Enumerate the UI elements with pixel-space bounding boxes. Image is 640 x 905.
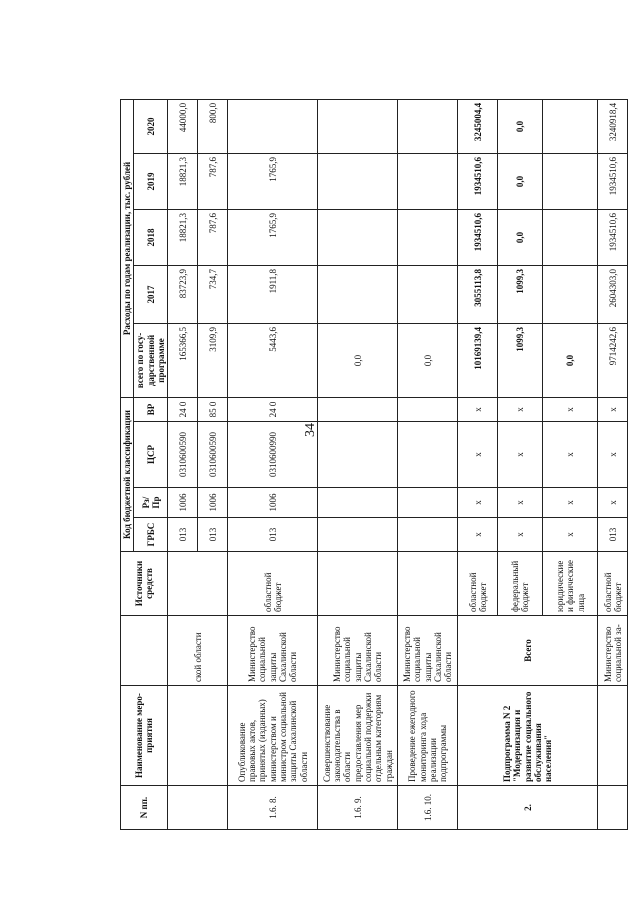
- cell-grbs: [398, 518, 458, 552]
- cell-exec: Министерство социальной защиты Сахалинской области: [398, 616, 458, 686]
- cell-src: [318, 552, 398, 616]
- cell-2019: [318, 153, 398, 209]
- cell-grbs: [318, 518, 398, 552]
- header-expenses: Расходы по годам реализации, тыс. рублей: [121, 99, 134, 397]
- cell-total: 1099,3: [498, 323, 543, 397]
- cell-total: 0,0: [318, 323, 398, 397]
- cell-2017: 2604303,0: [598, 265, 628, 323]
- table-row: [318, 99, 398, 829]
- header-2020: 2020: [134, 99, 168, 153]
- cell-2020: [318, 99, 398, 153]
- cell-2017: [398, 265, 458, 323]
- table-row: [228, 99, 318, 829]
- cell-2018: [543, 209, 598, 265]
- cell-2018: 1934510,6: [458, 209, 498, 265]
- cell-src: областной бюджет: [458, 552, 498, 616]
- header-name: Наименование меро-приятия: [121, 686, 168, 786]
- cell-total: 0,0: [398, 323, 458, 397]
- cell-2020: [543, 99, 598, 153]
- cell-exec: Министерство социальной за-: [598, 616, 628, 686]
- cell-name: Совершенствование законодательства в области предоставления мер социальной поддержки отдельным категориям граждан: [318, 686, 398, 786]
- cell-2018: 1765,9: [228, 209, 318, 265]
- cell-2018: [398, 209, 458, 265]
- cell-2019: 1765,9: [228, 153, 318, 209]
- cell-2019: [398, 153, 458, 209]
- cell-src: федеральный бюджет: [498, 552, 543, 616]
- cell-rz: x: [498, 488, 543, 518]
- cell-grbs: 013: [198, 518, 228, 552]
- header-kbk: Код бюджетной классификации: [121, 397, 134, 551]
- cell-vr: x: [498, 397, 543, 421]
- cell-vr: 24 0: [228, 397, 318, 421]
- cell-n: 2.: [458, 786, 598, 830]
- cell-csr: 0310600990: [228, 422, 318, 488]
- cell-vr: x: [598, 397, 628, 421]
- cell-2019: 1934510,6: [598, 153, 628, 209]
- cell-2019: 787,6: [198, 153, 228, 209]
- cell-total: 165366,5: [168, 323, 198, 397]
- cell-rz: 1006: [168, 488, 198, 518]
- table-row: [458, 99, 498, 829]
- cell-name: [598, 686, 628, 786]
- cell-2017: 1099,3: [498, 265, 543, 323]
- cell-name: Проведение ежегодного мониторинга хода реализации подпрограммы: [398, 686, 458, 786]
- cell-rz: [318, 488, 398, 518]
- cell-total: 3109,9: [198, 323, 228, 397]
- cell-2018: 787,6: [198, 209, 228, 265]
- rotated-page: [120, 100, 640, 830]
- cell-total: 0,0: [543, 323, 598, 397]
- cell-2018: 18821,3: [168, 209, 198, 265]
- cell-src: [398, 552, 458, 616]
- cell-csr: x: [598, 422, 628, 488]
- cell-exec: Министерство социальной защиты Сахалинской области: [318, 616, 398, 686]
- cell-csr: x: [543, 422, 598, 488]
- cell-n: [598, 786, 628, 830]
- cell-n: [168, 786, 228, 830]
- cell-2018: 1934510,6: [598, 209, 628, 265]
- header-n: N пп.: [121, 786, 168, 830]
- header-2018: 2018: [134, 209, 168, 265]
- cell-name: Опубликование правовых актов, принятых (изданных) министерством и министром социальной защиты Сахалинской области: [228, 686, 318, 786]
- table-row: [168, 99, 198, 829]
- cell-2020: [228, 99, 318, 153]
- cell-n: 1.6. 9.: [318, 786, 398, 830]
- header-total: всего по госу-дарственной программе: [134, 323, 168, 397]
- cell-name: [168, 686, 228, 786]
- cell-grbs: 013: [228, 518, 318, 552]
- cell-2020: 0,0: [498, 99, 543, 153]
- header-executor: [121, 616, 168, 686]
- cell-rz: x: [458, 488, 498, 518]
- cell-rz: 1006: [228, 488, 318, 518]
- cell-2017: [318, 265, 398, 323]
- header-source: Источники средств: [121, 552, 168, 616]
- cell-2020: 800,0: [198, 99, 228, 153]
- cell-vr: [318, 397, 398, 421]
- cell-rz: [398, 488, 458, 518]
- header-vr: ВР: [134, 397, 168, 421]
- cell-csr: x: [458, 422, 498, 488]
- cell-vr: 85 0: [198, 397, 228, 421]
- cell-vr: x: [458, 397, 498, 421]
- cell-2020: 3240918,4: [598, 99, 628, 153]
- cell-vr: [398, 397, 458, 421]
- cell-csr: [398, 422, 458, 488]
- budget-table: [120, 99, 628, 830]
- cell-exec: Министерство социальной защиты Сахалинской области: [228, 616, 318, 686]
- cell-csr: 0310600590: [168, 422, 198, 488]
- header-2017: 2017: [134, 265, 168, 323]
- cell-2017: [543, 265, 598, 323]
- cell-2020: [398, 99, 458, 153]
- cell-2020: 3245004,4: [458, 99, 498, 153]
- cell-src: областной бюджет: [228, 552, 318, 616]
- cell-vr: 24 0: [168, 397, 198, 421]
- header-2019: 2019: [134, 153, 168, 209]
- cell-2017: 1911,8: [228, 265, 318, 323]
- cell-csr: [318, 422, 398, 488]
- table-row: [398, 99, 458, 829]
- cell-total: 5443,6: [228, 323, 318, 397]
- cell-2017: 3055113,8: [458, 265, 498, 323]
- cell-exec: ской области: [168, 616, 228, 686]
- cell-rz: x: [598, 488, 628, 518]
- cell-2018: [318, 209, 398, 265]
- page-number: 34: [303, 423, 318, 437]
- cell-2017: 83723,9: [168, 265, 198, 323]
- header-csr: ЦСР: [134, 422, 168, 488]
- table-row: [598, 99, 628, 829]
- cell-2019: 18821,3: [168, 153, 198, 209]
- cell-2019: 0,0: [498, 153, 543, 209]
- cell-grbs: 013: [598, 518, 628, 552]
- cell-n: 1.6. 10.: [398, 786, 458, 830]
- cell-src: [168, 552, 228, 616]
- cell-vr: x: [543, 397, 598, 421]
- cell-name: Подпрограмма N 2 "Модернизация и развитие социального обслуживания населения": [458, 686, 598, 786]
- cell-csr: 0310600590: [198, 422, 228, 488]
- cell-grbs: x: [498, 518, 543, 552]
- cell-2019: 1934510,6: [458, 153, 498, 209]
- cell-exec: Всего: [458, 616, 598, 686]
- cell-grbs: x: [543, 518, 598, 552]
- cell-src: областной бюджет: [598, 552, 628, 616]
- cell-2018: 0,0: [498, 209, 543, 265]
- cell-csr: x: [498, 422, 543, 488]
- cell-rz: x: [543, 488, 598, 518]
- cell-total: 9714242,6: [598, 323, 628, 397]
- cell-2019: [543, 153, 598, 209]
- header-grbs: ГРБС: [134, 518, 168, 552]
- cell-grbs: 013: [168, 518, 198, 552]
- cell-2017: 734,7: [198, 265, 228, 323]
- header-rzpr: Рз/ Пр: [134, 488, 168, 518]
- cell-total: 10169139,4: [458, 323, 498, 397]
- cell-grbs: x: [458, 518, 498, 552]
- cell-n: 1.6. 8.: [228, 786, 318, 830]
- cell-rz: 1006: [198, 488, 228, 518]
- cell-src: юридические и физические лица: [543, 552, 598, 616]
- cell-2020: 44000,0: [168, 99, 198, 153]
